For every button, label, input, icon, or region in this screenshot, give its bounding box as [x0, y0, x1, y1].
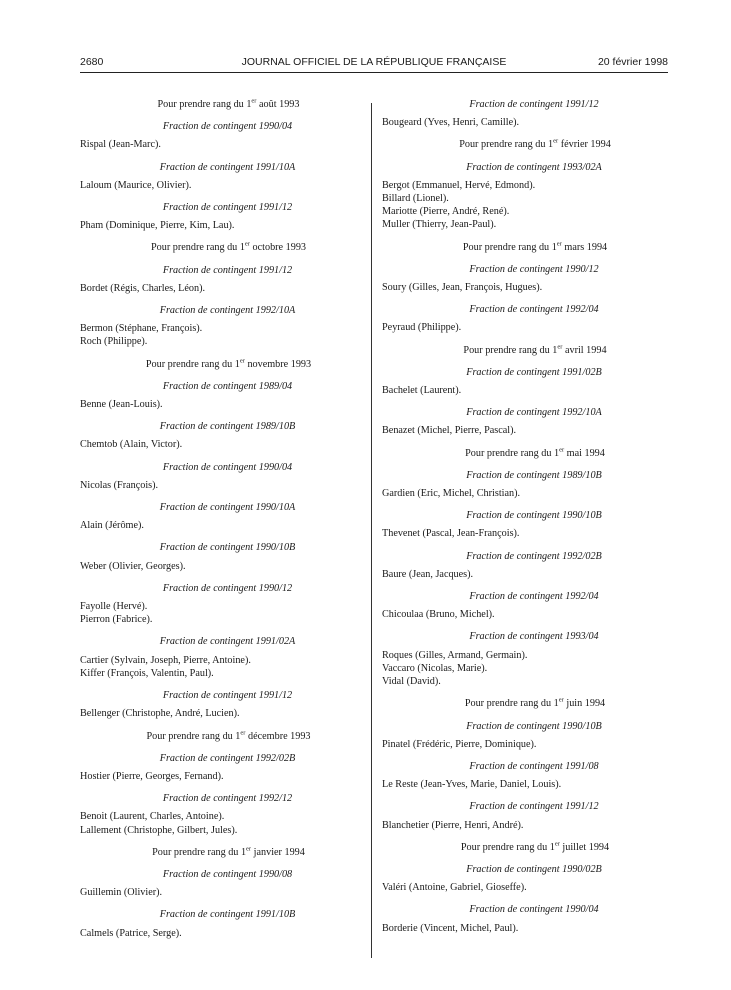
- list-item: [382, 903, 668, 916]
- person-name-entry: Weber (Olivier, Georges).: [80, 560, 186, 572]
- list-item: [80, 810, 357, 823]
- list-item: [80, 461, 357, 474]
- contingent-fraction-heading: Fraction de contingent 1990/10B: [159, 542, 296, 554]
- rank-heading-date: août 1993: [256, 99, 300, 110]
- ordinal-suffix: er: [557, 343, 563, 351]
- ordinal-suffix: er: [246, 845, 252, 853]
- list-item: [80, 792, 357, 805]
- list-item: [382, 697, 668, 710]
- list-item: [382, 509, 668, 522]
- person-name-entry: Bougeard (Yves, Henri, Camille).: [382, 117, 520, 129]
- contingent-fraction-heading: Fraction de contingent 1990/04: [469, 904, 599, 916]
- contingent-fraction-heading: Fraction de contingent 1992/02B: [466, 550, 602, 562]
- list-item: [382, 263, 668, 276]
- contingent-fraction-heading: Fraction de contingent 1992/10A: [159, 305, 296, 317]
- list-item: [80, 770, 357, 783]
- list-item: [382, 800, 668, 813]
- person-name-entry: Muller (Thierry, Jean-Paul).: [382, 219, 497, 231]
- list-item: [80, 219, 357, 232]
- rank-heading-text: Pour prendre rang du 1: [462, 241, 557, 253]
- list-item: [382, 863, 668, 876]
- rank-heading-date: avril 1994: [562, 344, 607, 356]
- rank-heading-date: janvier 1994: [251, 846, 305, 858]
- list-item: [382, 406, 668, 419]
- list-item: [80, 479, 357, 492]
- person-name-entry: Benoit (Laurent, Charles, Antoine).: [80, 811, 225, 823]
- list-item: [80, 868, 357, 881]
- list-item: [80, 282, 357, 295]
- list-item: [80, 179, 357, 192]
- list-item: [80, 398, 357, 411]
- list-item: [382, 366, 668, 379]
- list-item: [382, 241, 668, 254]
- contingent-fraction-heading: Fraction de contingent 1990/10B: [466, 720, 602, 732]
- list-item: [80, 582, 357, 595]
- person-name-entry: Kiffer (François, Valentin, Paul).: [80, 667, 214, 679]
- person-name-entry: Cartier (Sylvain, Joseph, Pierre, Antoine).: [80, 654, 251, 666]
- ordinal-suffix: er: [553, 138, 559, 146]
- rank-heading-text: Pour prendre rang du 1: [464, 698, 559, 710]
- list-item: [80, 438, 357, 451]
- list-item: [382, 303, 668, 316]
- person-name-entry: Rispal (Jean-Marc).: [80, 139, 161, 151]
- list-item: [382, 662, 668, 675]
- list-item: [382, 447, 668, 460]
- contingent-fraction-heading: Fraction de contingent 1992/04: [469, 304, 599, 316]
- list-item: [80, 201, 357, 214]
- list-item: [80, 335, 357, 348]
- list-item: [382, 590, 668, 603]
- list-item: [80, 667, 357, 680]
- list-item: [80, 886, 357, 899]
- list-item: [382, 841, 668, 854]
- list-item: [382, 116, 668, 129]
- contingent-fraction-heading: Fraction de contingent 1990/10A: [159, 502, 296, 514]
- rank-heading: [80, 241, 357, 254]
- list-item: [382, 205, 668, 218]
- rank-heading-text: Pour prendre rang du 1: [152, 846, 247, 858]
- list-item: [80, 730, 357, 743]
- person-name-entry: Guillemin (Olivier).: [80, 887, 163, 899]
- right-column: [382, 98, 668, 960]
- rank-heading-date: février 1994: [558, 139, 611, 151]
- list-item: [80, 541, 357, 554]
- contingent-fraction-heading: Fraction de contingent 1991/12: [162, 690, 293, 702]
- list-item: [382, 218, 668, 231]
- person-name-entry: Roch (Philippe).: [80, 336, 148, 348]
- publication-date: 20 février 1998: [597, 56, 668, 68]
- rank-heading: [382, 447, 668, 460]
- person-name-entry: Borderie (Vincent, Michel, Paul).: [382, 922, 519, 934]
- ordinal-suffix: er: [556, 240, 562, 248]
- person-name-entry: Peyraud (Philippe).: [382, 322, 462, 334]
- list-item: [382, 649, 668, 662]
- rank-heading-date: mars 1994: [561, 241, 608, 253]
- list-item: [80, 927, 357, 940]
- ordinal-suffix: er: [558, 696, 564, 704]
- list-item: [382, 161, 668, 174]
- list-item: [80, 120, 357, 133]
- person-name-entry: Lallement (Christophe, Gilbert, Jules).: [80, 824, 238, 836]
- contingent-fraction-heading: Fraction de contingent 1991/10A: [159, 161, 296, 173]
- person-name-entry: Roques (Gilles, Armand, Germain).: [382, 649, 528, 661]
- person-name-entry: Pham (Dominique, Pierre, Kim, Lau).: [80, 220, 235, 232]
- person-name-entry: Bordet (Régis, Charles, Léon).: [80, 282, 206, 294]
- rank-heading-text: Pour prendre rang du 1: [460, 841, 555, 853]
- person-name-entry: Bachelet (Laurent).: [382, 385, 462, 397]
- contingent-fraction-heading: Fraction de contingent 1990/10B: [466, 510, 602, 522]
- rank-heading: [80, 846, 357, 859]
- list-item: [382, 321, 668, 334]
- rank-heading: [382, 697, 668, 710]
- person-name-entry: Fayolle (Hervé).: [80, 601, 148, 613]
- person-name-entry: Vidal (David).: [382, 676, 441, 688]
- rank-heading: [382, 241, 668, 254]
- rank-heading-text: Pour prendre rang du 1: [157, 99, 252, 110]
- ordinal-suffix: er: [240, 729, 246, 737]
- list-item: [80, 241, 357, 254]
- person-name-entry: Calmels (Patrice, Serge).: [80, 927, 182, 939]
- list-item: [80, 304, 357, 317]
- person-name-entry: Mariotte (Pierre, André, René).: [382, 206, 510, 218]
- rank-heading-date: octobre 1993: [249, 242, 307, 254]
- list-item: [80, 560, 357, 573]
- contingent-fraction-heading: Fraction de contingent 1992/02B: [159, 752, 296, 764]
- contingent-fraction-heading: Fraction de contingent 1991/02A: [159, 636, 296, 648]
- list-item: [382, 922, 668, 935]
- list-item: [382, 469, 668, 482]
- list-item: [382, 675, 668, 688]
- contingent-fraction-heading: Fraction de contingent 1990/04: [162, 461, 293, 473]
- list-item: [80, 138, 357, 151]
- contingent-fraction-heading: Fraction de contingent 1992/12: [162, 793, 293, 805]
- list-item: [382, 568, 668, 581]
- person-name-entry: Nicolas (François).: [80, 479, 159, 491]
- contingent-fraction-heading: Fraction de contingent 1991/12: [162, 202, 293, 214]
- contingent-fraction-heading: Fraction de contingent 1989/04: [162, 380, 293, 392]
- rank-heading-date: mai 1994: [564, 447, 605, 459]
- person-name-entry: Vaccaro (Nicolas, Marie).: [382, 662, 488, 674]
- list-item: [382, 281, 668, 294]
- list-item: [80, 322, 357, 335]
- list-item: [382, 881, 668, 894]
- person-name-entry: Benne (Jean-Louis).: [80, 399, 163, 411]
- rank-heading-text: Pour prendre rang du 1: [459, 139, 554, 151]
- rank-heading-text: Pour prendre rang du 1: [146, 730, 241, 742]
- person-name-entry: Benazet (Michel, Pierre, Pascal).: [382, 425, 517, 437]
- ordinal-suffix: er: [251, 97, 257, 105]
- contingent-fraction-heading: Fraction de contingent 1990/12: [162, 582, 293, 594]
- person-name-entry: Chicoulaa (Bruno, Michel).: [382, 609, 495, 621]
- ordinal-suffix: er: [554, 840, 560, 848]
- person-name-entry: Hostier (Pierre, Georges, Fernand).: [80, 770, 224, 782]
- list-item: [382, 550, 668, 563]
- person-name-entry: Blanchetier (Pierre, Henri, André).: [382, 819, 524, 831]
- rank-heading: [80, 358, 357, 371]
- rank-heading-date: juillet 1994: [559, 841, 610, 853]
- list-item: [382, 778, 668, 791]
- contingent-fraction-heading: Fraction de contingent 1989/10B: [159, 421, 296, 433]
- list-item: [382, 720, 668, 733]
- list-item: [382, 424, 668, 437]
- ordinal-suffix: er: [559, 446, 565, 454]
- person-name-entry: Pierron (Fabrice).: [80, 614, 153, 626]
- list-item: [382, 738, 668, 751]
- rank-heading: [80, 730, 357, 743]
- ordinal-suffix: er: [244, 241, 250, 249]
- person-name-entry: Baure (Jean, Jacques).: [382, 568, 474, 580]
- column-divider: [371, 103, 372, 958]
- list-item: [80, 908, 357, 921]
- person-name-entry: Gardien (Eric, Michel, Christian).: [382, 488, 521, 500]
- list-item: [382, 384, 668, 397]
- list-item: [80, 161, 357, 174]
- contingent-fraction-heading: Fraction de contingent 1991/12: [469, 801, 599, 813]
- list-item: [80, 380, 357, 393]
- rank-heading: [382, 344, 668, 357]
- left-column: [80, 98, 357, 960]
- list-item: [80, 420, 357, 433]
- list-item: [382, 98, 668, 111]
- person-name-entry: Alain (Jérôme).: [80, 520, 144, 532]
- rank-heading-date: juin 1994: [563, 698, 606, 710]
- list-item: [382, 760, 668, 773]
- list-item: [80, 689, 357, 702]
- list-item: [382, 487, 668, 500]
- list-item: [80, 654, 357, 667]
- list-item: [80, 613, 357, 626]
- rank-heading: [382, 841, 668, 854]
- list-item: [80, 824, 357, 837]
- list-item: [80, 358, 357, 371]
- journal-title: JOURNAL OFFICIEL DE LA RÉPUBLIQUE FRANÇAISE: [241, 56, 507, 68]
- list-item: [382, 527, 668, 540]
- list-item: [80, 519, 357, 532]
- rank-heading-text: Pour prendre rang du 1: [465, 447, 560, 459]
- list-item: [382, 630, 668, 643]
- contingent-fraction-heading: Fraction de contingent 1990/02B: [466, 863, 602, 875]
- list-item: [382, 138, 668, 151]
- contingent-fraction-heading: Fraction de contingent 1991/10B: [159, 909, 296, 921]
- list-item: [382, 192, 668, 205]
- list-item: [382, 344, 668, 357]
- person-name-entry: Bermon (Stéphane, François).: [80, 323, 203, 335]
- rank-heading-date: novembre 1993: [244, 358, 312, 370]
- list-item: [80, 707, 357, 720]
- rank-heading-text: Pour prendre rang du 1: [463, 344, 558, 356]
- rank-heading: [382, 138, 668, 151]
- contingent-fraction-heading: Fraction de contingent 1993/02A: [466, 161, 602, 173]
- person-name-entry: Thevenet (Pascal, Jean-François).: [382, 528, 520, 540]
- contingent-fraction-heading: Fraction de contingent 1989/10B: [466, 469, 602, 481]
- person-name-entry: Billard (Lionel).: [382, 193, 449, 205]
- rank-heading-date: décembre 1993: [245, 730, 311, 742]
- contingent-fraction-heading: Fraction de contingent 1990/08: [162, 868, 293, 880]
- list-item: [80, 98, 357, 111]
- person-name-entry: Laloum (Maurice, Olivier).: [80, 179, 192, 191]
- contingent-fraction-heading: Fraction de contingent 1992/10A: [466, 407, 602, 419]
- contingent-fraction-heading: Fraction de contingent 1991/12: [469, 99, 599, 110]
- person-name-entry: Soury (Gilles, Jean, François, Hugues).: [382, 282, 543, 294]
- list-item: [80, 846, 357, 859]
- contingent-fraction-heading: Fraction de contingent 1991/12: [162, 264, 293, 276]
- person-name-entry: Bellenger (Christophe, André, Lucien).: [80, 708, 240, 720]
- page-header: [80, 54, 668, 73]
- rank-heading-text: Pour prendre rang du 1: [150, 242, 245, 254]
- list-item: [382, 819, 668, 832]
- rank-heading: [80, 98, 357, 111]
- list-item: [382, 179, 668, 192]
- person-name-entry: Bergot (Emmanuel, Hervé, Edmond).: [382, 179, 536, 191]
- list-item: [80, 752, 357, 765]
- contingent-fraction-heading: Fraction de contingent 1991/08: [469, 760, 599, 772]
- list-item: [382, 608, 668, 621]
- contingent-fraction-heading: Fraction de contingent 1990/04: [162, 121, 293, 133]
- person-name-entry: Chemtob (Alain, Victor).: [80, 439, 183, 451]
- person-name-entry: Valéri (Antoine, Gabriel, Gioseffe).: [382, 882, 527, 894]
- contingent-fraction-heading: Fraction de contingent 1992/04: [469, 591, 599, 603]
- contingent-fraction-heading: Fraction de contingent 1991/02B: [466, 366, 602, 378]
- rank-heading-text: Pour prendre rang du 1: [145, 358, 240, 370]
- person-name-entry: Le Reste (Jean-Yves, Marie, Daniel, Louis).: [382, 779, 562, 791]
- page-number: 2680: [80, 56, 104, 68]
- ordinal-suffix: er: [239, 357, 245, 365]
- person-name-entry: Pinatel (Frédéric, Pierre, Dominique).: [382, 738, 537, 750]
- contingent-fraction-heading: Fraction de contingent 1990/12: [469, 263, 599, 275]
- list-item: [80, 635, 357, 648]
- list-item: [80, 600, 357, 613]
- contingent-fraction-heading: Fraction de contingent 1993/04: [469, 631, 599, 643]
- list-item: [80, 264, 357, 277]
- list-item: [80, 501, 357, 514]
